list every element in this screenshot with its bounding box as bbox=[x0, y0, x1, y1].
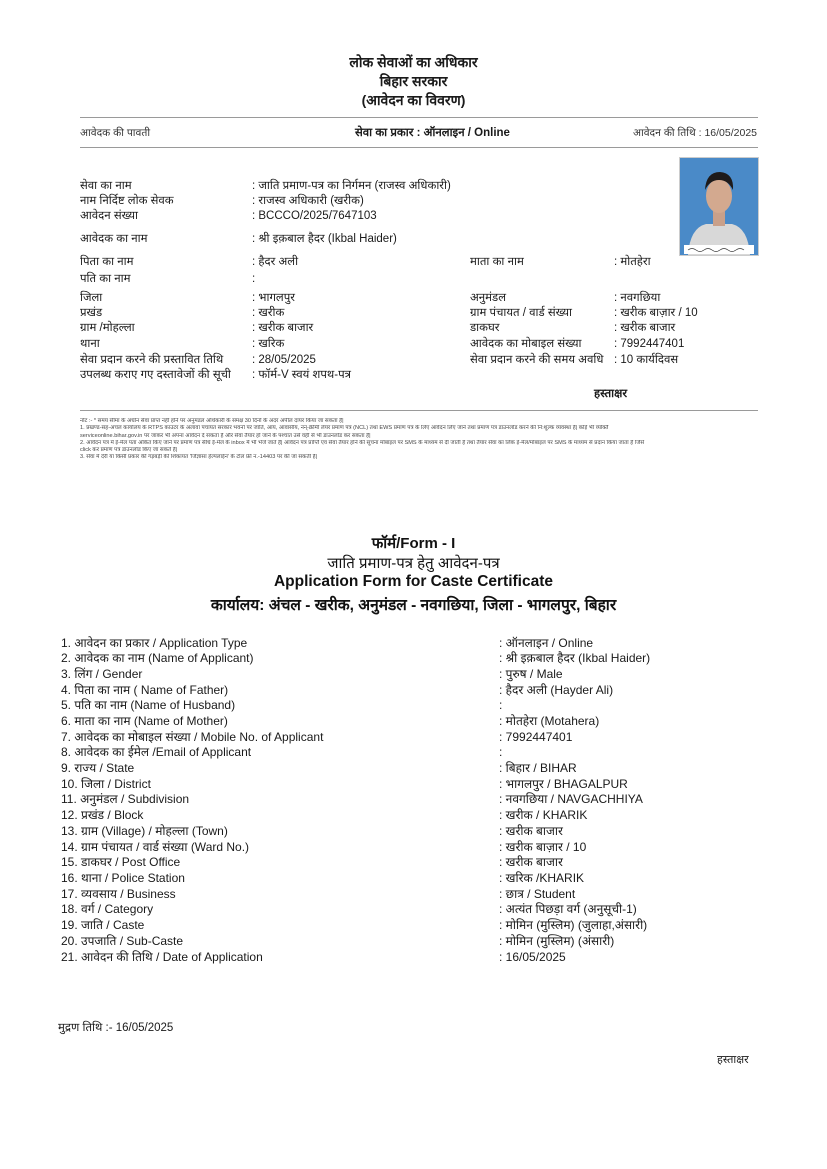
application-no-value: : BCCCO/2025/7647103 bbox=[252, 210, 377, 222]
designated-officer-value: : राजस्व अधिकारी (खरीक) bbox=[252, 195, 364, 207]
panchayat-label: ग्राम पंचायत / वार्ड संख्या bbox=[470, 307, 573, 319]
proposed-date-value: : 28/05/2025 bbox=[252, 354, 316, 366]
field-label-father: 4. पिता का नाम ( Name of Father) bbox=[61, 683, 229, 697]
application-date: आवेदन की तिथि : 16/05/2025 bbox=[632, 127, 757, 139]
field-label-category: 18. वर्ग / Category bbox=[61, 902, 154, 916]
divider bbox=[80, 410, 758, 411]
field-label-applicant-name: 2. आवेदक का नाम (Name of Applicant) bbox=[61, 651, 254, 665]
field-value-mobile: : 7992447401 bbox=[499, 730, 573, 744]
person-photo-icon bbox=[680, 158, 758, 255]
designated-officer-label: नाम निर्दिष्ट लोक सेवक bbox=[80, 195, 174, 207]
receipt-label: आवेदक की पावती bbox=[80, 127, 151, 139]
field-value-block: : खरीक / KHARIK bbox=[499, 808, 588, 822]
field-label-post-office: 15. डाकघर / Post Office bbox=[61, 855, 181, 869]
field-value-state: : बिहार / BIHAR bbox=[499, 761, 577, 775]
police-station-label: थाना bbox=[80, 338, 100, 350]
service-name-label: सेवा का नाम bbox=[80, 180, 132, 192]
field-value-application-type: : ऑनलाइन / Online bbox=[499, 636, 594, 650]
husband-name-label: पति का नाम bbox=[80, 273, 131, 285]
field-value-category: : अत्यंत पिछड़ा वर्ग (अनुसूची-1) bbox=[499, 902, 637, 916]
district-value: : भागलपुर bbox=[252, 292, 295, 304]
mobile-value: : 7992447401 bbox=[614, 338, 685, 350]
divider bbox=[80, 117, 758, 118]
husband-name-value: : bbox=[252, 273, 256, 285]
form-hindi-title: जाति प्रमाण-पत्र हेतु आवेदन-पत्र bbox=[327, 555, 500, 572]
district-label: जिला bbox=[80, 292, 103, 304]
field-value-sub-caste: : मोमिन (मुस्लिम) (अंसारी) bbox=[499, 934, 615, 948]
field-value-panchayat: : खरीक बाज़ार / 10 bbox=[499, 840, 587, 854]
panchayat-value: : खरीक बाज़ार / 10 bbox=[614, 307, 698, 319]
service-name-value: : जाति प्रमाण-पत्र का निर्गमन (राजस्व अधिकारी) bbox=[252, 180, 451, 192]
field-label-village: 13. ग्राम (Village) / मोहल्ला (Town) bbox=[61, 824, 228, 838]
mobile-label: आवेदक का मोबाइल संख्या bbox=[470, 338, 582, 350]
print-date: मुद्रण तिथि :- 16/05/2025 bbox=[58, 1022, 174, 1034]
form-number-title: फॉर्म/Form - I bbox=[371, 535, 456, 552]
divider bbox=[80, 147, 758, 148]
field-label-district: 10. जिला / District bbox=[61, 777, 151, 791]
field-value-mother: : मोतहेरा (Motahera) bbox=[499, 714, 600, 728]
field-label-husband: 5. पति का नाम (Name of Husband) bbox=[61, 698, 236, 712]
notes-section bbox=[80, 418, 760, 462]
service-period-value: : 10 कार्यदिवस bbox=[614, 354, 679, 366]
footer-signature-label: हस्ताक्षर bbox=[717, 1054, 749, 1066]
applicant-photo bbox=[679, 157, 759, 256]
mother-name-label: माता का नाम bbox=[470, 256, 524, 268]
field-label-application-type: 1. आवेदन का प्रकार / Application Type bbox=[61, 636, 248, 650]
village-label: ग्राम /मोहल्ला bbox=[80, 322, 135, 334]
post-office-value: : खरीक बाजार bbox=[614, 322, 676, 334]
receipt-signature-label: हस्ताक्षर bbox=[594, 388, 628, 400]
field-value-date-of-application: : 16/05/2025 bbox=[499, 950, 566, 964]
field-label-business: 17. व्यवसाय / Business bbox=[61, 887, 176, 901]
application-no-label: आवेदन संख्या bbox=[80, 210, 138, 222]
father-name-value: : हैदर अली bbox=[252, 256, 299, 268]
proposed-date-label: सेवा प्रदान करने की प्रस्तावित तिथि bbox=[80, 354, 224, 366]
field-value-post-office: : खरीक बाजार bbox=[499, 855, 563, 869]
field-value-email: : bbox=[499, 745, 503, 759]
field-value-police-station: : खरिक /KHARIK bbox=[499, 871, 585, 885]
field-label-caste: 19. जाति / Caste bbox=[61, 918, 145, 932]
field-label-gender: 3. लिंग / Gender bbox=[61, 667, 143, 681]
documents-value: : फॉर्म-V स्वयं शपथ-पत्र bbox=[252, 369, 351, 381]
header-line-2: बिहार सरकार bbox=[379, 73, 448, 89]
field-label-email: 8. आवेदक का ईमेल /Email of Applicant bbox=[61, 745, 252, 759]
field-value-subdivision: : नवगछिया / NAVGACHHIYA bbox=[499, 792, 643, 806]
note-line: click कर प्रमाण पत्र डाउनलोड किए जा सकते हैं| bbox=[80, 447, 178, 454]
field-value-father: : हैदर अली (Hayder Ali) bbox=[499, 683, 614, 697]
note-line: नोट :- * समय सीमा के अधीन सेवा प्राप्त नहीं होने पर अनुमंडल अधिकारी के समक्ष 30 दिनों के अंदर अपील दायर किया जा सकता है| bbox=[80, 418, 344, 424]
police-station-value: : खरिक bbox=[252, 338, 285, 350]
field-label-state: 9. राज्य / State bbox=[61, 761, 135, 775]
applicant-name-value: : श्री इक़बाल हैदर (Ikbal Haider) bbox=[252, 233, 397, 245]
note-line: 3. सेवा में देरी या किसी प्रकार की गड़बड़ी की शिकायत 'जिज्ञासा हेल्पलाईन' के टोल फ्री नं.-14403 पर की जा सकती है| bbox=[80, 454, 318, 461]
note-line: 1. प्रखण्ड-सह-अंचल कार्यालय के RTPS काउंटर के अलावा पंचायत सरकार भवनों पर जाति, आय, आवासीय, नन्-क्रीमी लेयर प्रमाण पत्र (NCL) तथा EWS प्रमाण पत्र के लिए आवेदन लिए जाने तथा प्रमाण पत्र डाउनलोड करने की नि:शुल्क व्यवस्था है| कोई भी व्यक्ति bbox=[80, 425, 609, 432]
field-value-applicant-name: : श्री इक़बाल हैदर (Ikbal Haider) bbox=[499, 651, 651, 665]
field-value-village: : खरीक बाजार bbox=[499, 824, 563, 838]
field-value-district: : भागलपुर / BHAGALPUR bbox=[499, 777, 628, 791]
mother-name-value: : मोतहेरा bbox=[614, 256, 651, 268]
block-value: : खरीक bbox=[252, 307, 285, 319]
block-label: प्रखंड bbox=[80, 307, 103, 319]
note-line: serviceonline.bihar.gov.in पर जाकर भी अपना आवेदन दे सकता है और सेवा तैयार हो जाने के पश्चात उसे वहीं से भी डाउनलोड कर सकता है| bbox=[80, 432, 371, 439]
father-name-label: पिता का नाम bbox=[80, 256, 134, 268]
post-office-label: डाकघर bbox=[470, 322, 500, 334]
field-label-mother: 6. माता का नाम (Name of Mother) bbox=[61, 714, 228, 728]
village-value: : खरीक बाजार bbox=[252, 322, 314, 334]
note-line: 2. आवेदन पत्र में ई-मेल पता अंकित किए जाने पर प्रमाण पत्र सीधे ई-मेल के inbox में भी भेजे जाते हैं| आवेदन पत्र प्राप्ति एवं सेवा तैयार होने की सूचना मोबाइल पर SMS के माध्यम से दी जाती है तथा तैयार सेवा का लिंक ई-मेल/मोबाइल पर SMS के माध्यम से प्रदान किया जाता है जिसे bbox=[80, 439, 645, 446]
field-label-sub-caste: 20. उपजाति / Sub-Caste bbox=[61, 934, 184, 948]
field-label-panchayat: 14. ग्राम पंचायत / वार्ड संख्या (Ward No.) bbox=[61, 840, 250, 854]
form-english-title: Application Form for Caste Certificate bbox=[273, 573, 554, 590]
field-value-caste: : मोमिन (मुस्लिम) (जुलाहा,अंसारी) bbox=[499, 918, 648, 932]
subdivision-label: अनुमंडल bbox=[470, 292, 506, 304]
field-value-gender: : पुरुष / Male bbox=[499, 667, 563, 681]
field-label-subdivision: 11. अनुमंडल / Subdivision bbox=[61, 792, 190, 806]
field-label-date-of-application: 21. आवेदन की तिथि / Date of Application bbox=[61, 950, 263, 964]
applicant-name-label: आवेदक का नाम bbox=[80, 233, 148, 245]
documents-label: उपलब्ध कराए गए दस्तावेजों की सूची bbox=[80, 369, 231, 381]
field-value-business: : छात्र / Student bbox=[499, 887, 576, 901]
subdivision-value: : नवगछिया bbox=[614, 292, 661, 304]
field-label-police-station: 16. थाना / Police Station bbox=[61, 871, 185, 885]
field-value-husband: : bbox=[499, 698, 503, 712]
service-type: सेवा का प्रकार : ऑनलाइन / Online bbox=[355, 127, 510, 139]
field-label-mobile: 7. आवेदक का मोबाइल संख्या / Mobile No. of Applicant bbox=[61, 730, 324, 744]
service-period-label: सेवा प्रदान करने की समय अवधि bbox=[470, 354, 604, 366]
form-office-title: कार्यालय: अंचल - खरीक, अनुमंडल - नवगछिया, जिला - भागलपुर, बिहार bbox=[210, 597, 617, 614]
header-line-1: लोक सेवाओं का अधिकार bbox=[349, 54, 478, 70]
field-label-block: 12. प्रखंड / Block bbox=[61, 808, 144, 822]
header-line-3: (आवेदन का विवरण) bbox=[361, 92, 466, 108]
